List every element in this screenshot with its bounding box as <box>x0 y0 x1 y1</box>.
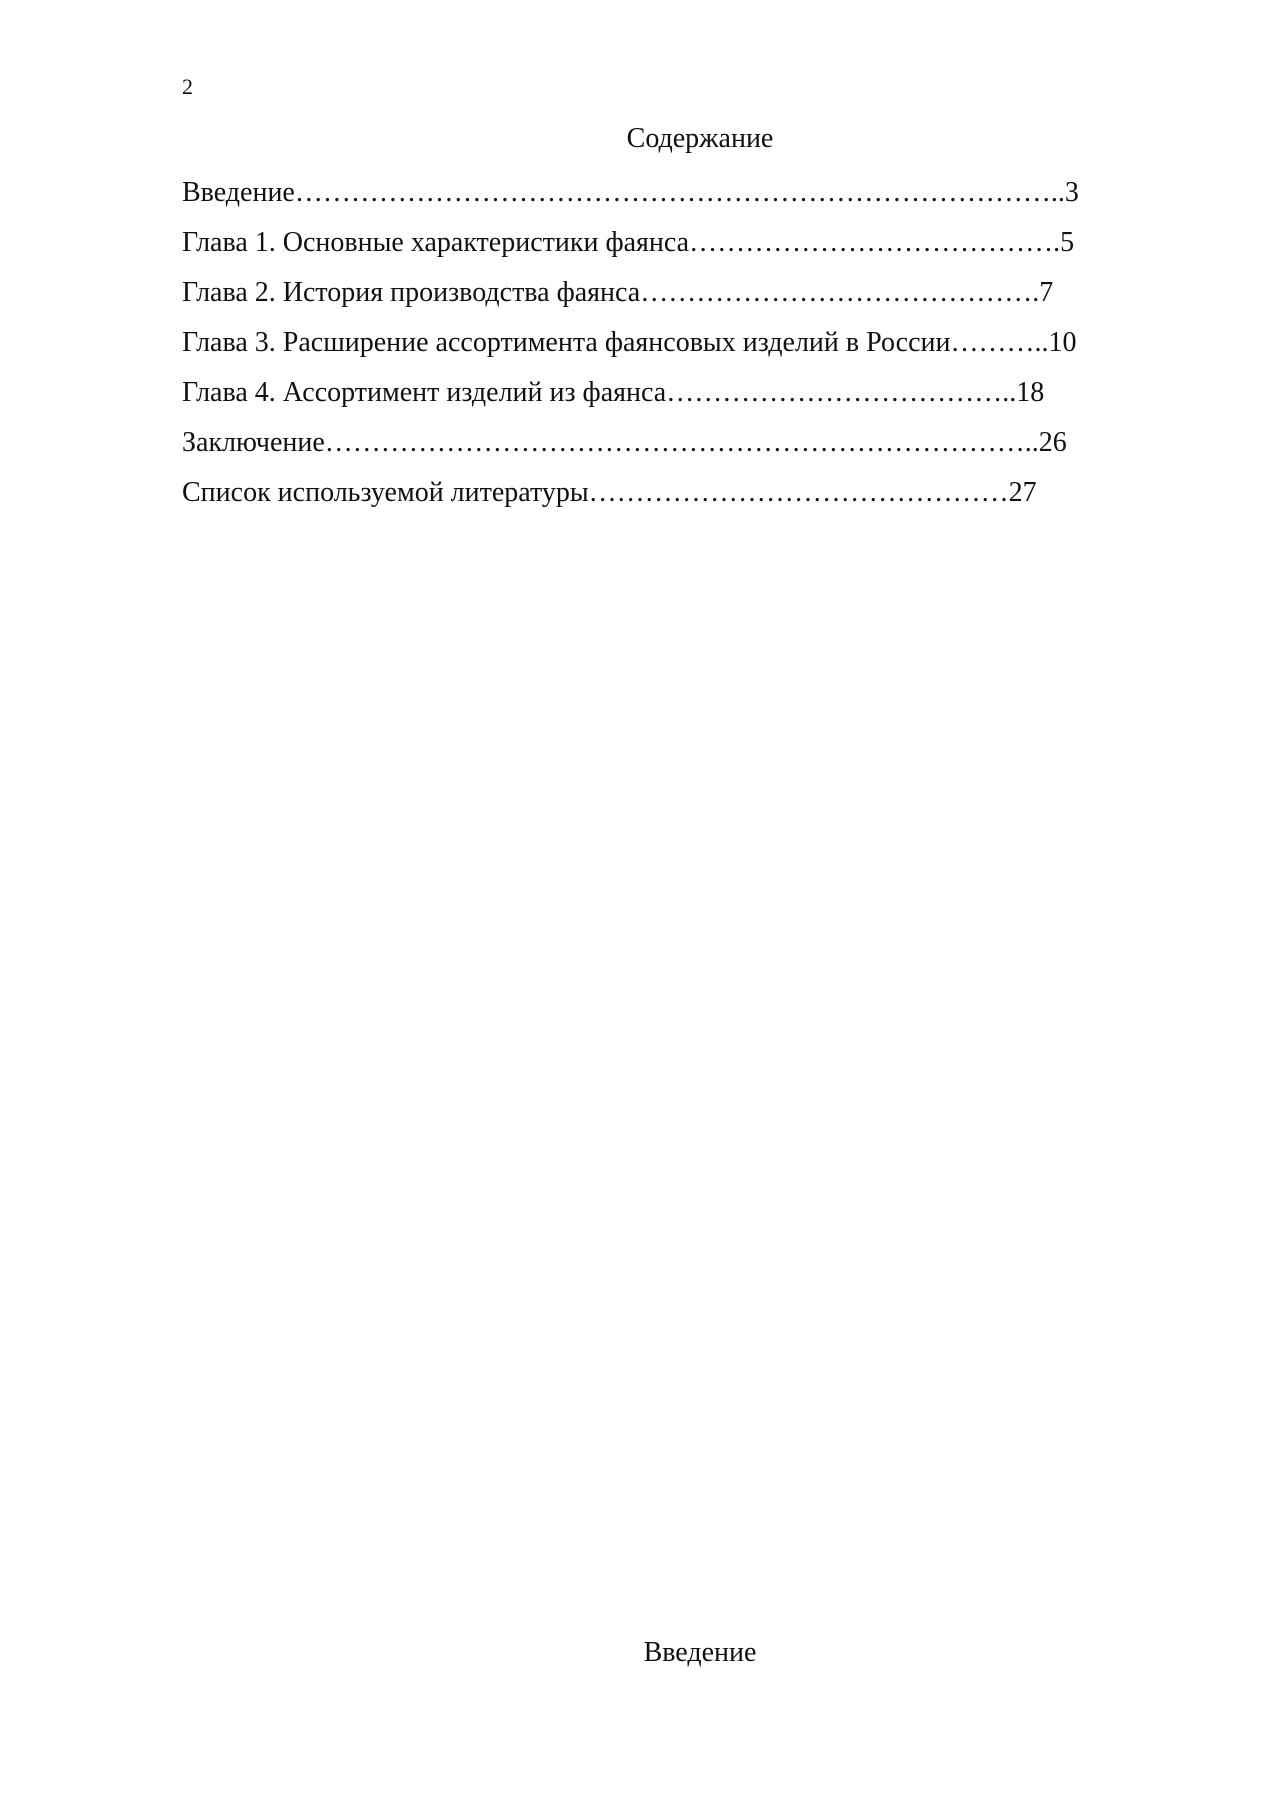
toc-item-chapter-3 <box>182 318 1182 368</box>
toc-item-references <box>182 468 1182 518</box>
introduction-heading: Введение <box>643 1637 757 1668</box>
toc-item-text: Глава 3. Расширение ассортимента фаянсовых изделий в России………..10 <box>182 327 1077 358</box>
toc-item-text: Список используемой литературы………………………………………27 <box>182 477 1037 508</box>
toc-item-chapter-4 <box>182 368 1182 418</box>
toc-title: Содержание <box>626 123 774 154</box>
toc-item-text: Глава 2. История производства фаянса…………………………………….7 <box>182 277 1054 308</box>
toc-item-chapter-1 <box>182 218 1182 268</box>
toc-item-text: Глава 4. Ассортимент изделий из фаянса………………………………..18 <box>182 377 1045 408</box>
toc-item-text: Введение………………………………………………………………………..3 <box>182 177 1079 208</box>
toc-item-text: Глава 1. Основные характеристики фаянса………………………………….5 <box>182 227 1075 258</box>
page-number: 2 <box>182 74 193 99</box>
toc-item-chapter-2 <box>182 268 1182 318</box>
table-of-contents <box>182 168 1182 518</box>
toc-item-introduction <box>182 168 1182 218</box>
toc-item-conclusion <box>182 418 1182 468</box>
toc-item-text: Заключение…………………………………………………………………..26 <box>182 427 1067 458</box>
